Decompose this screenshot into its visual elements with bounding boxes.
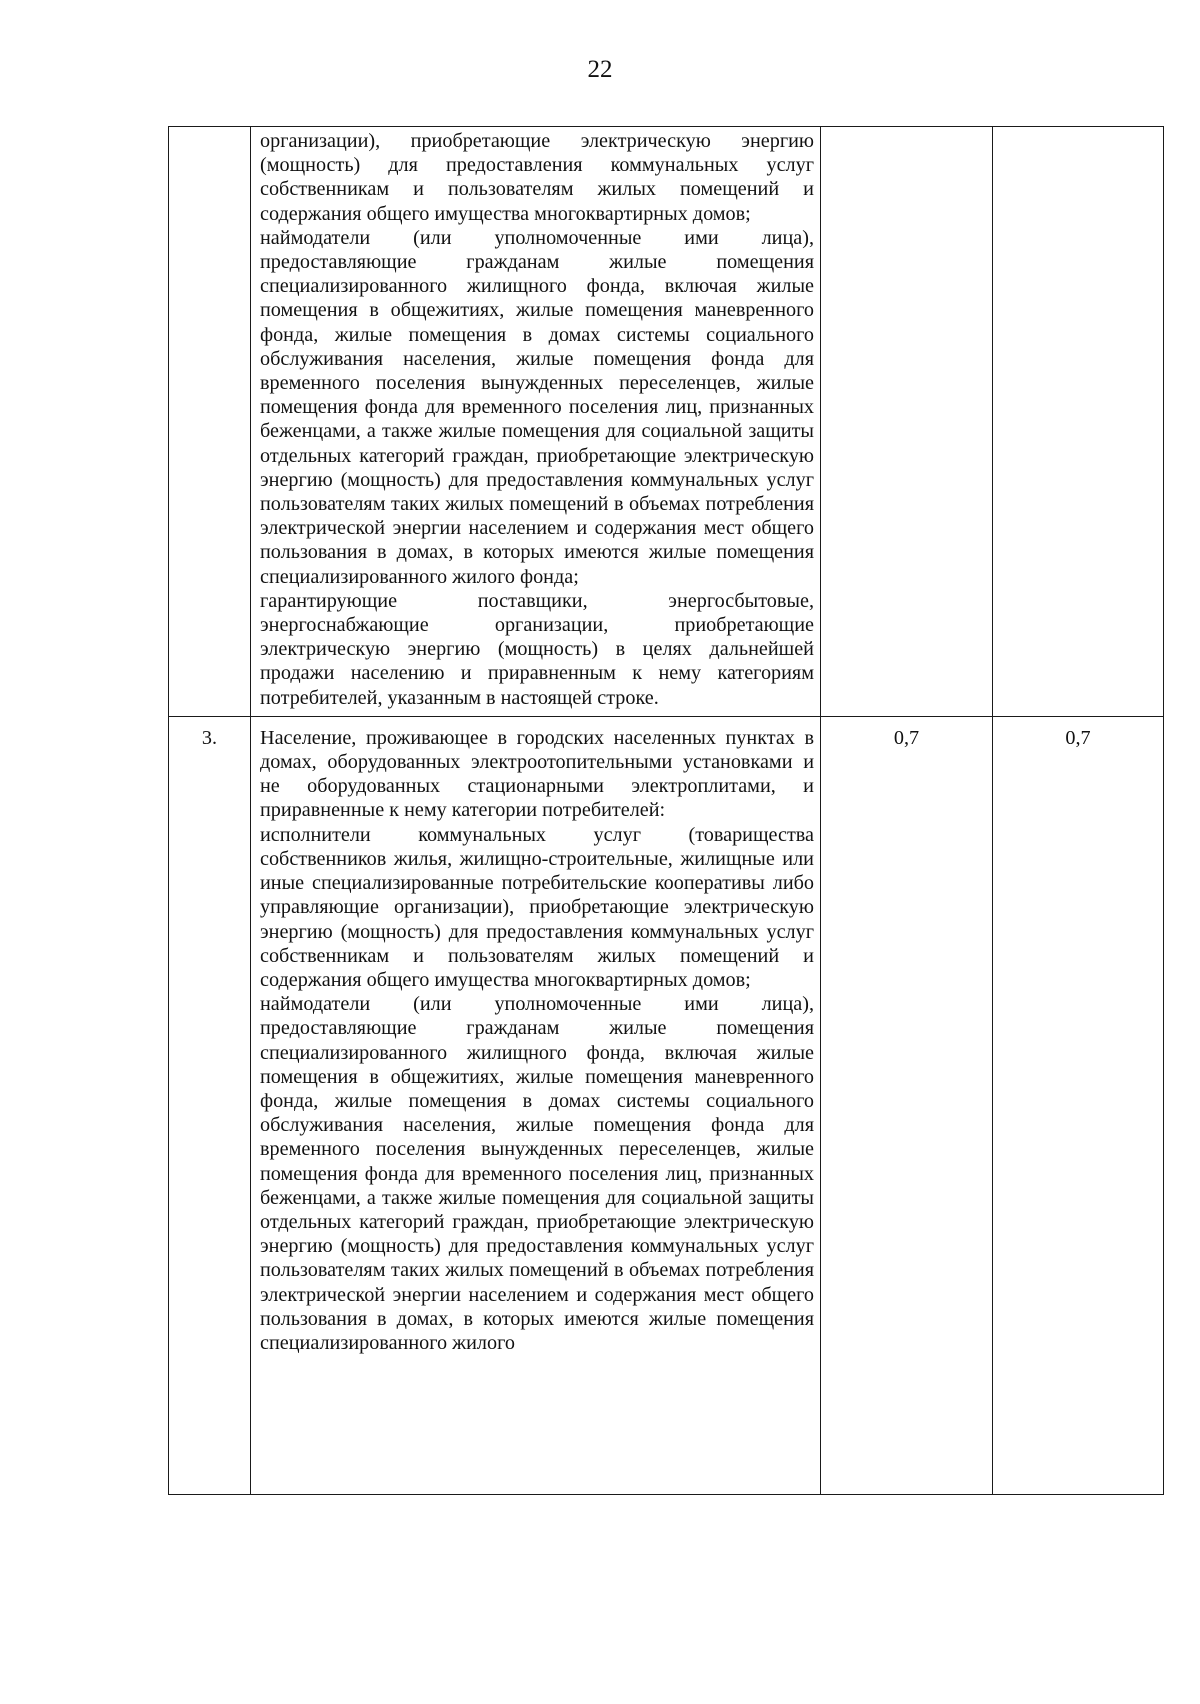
description-paragraph: исполнители коммунальных услуг (товарищества собственников жилья, жилищно-строительные, жилищные или иные специализированные потребительские кооперативы либо управляющие организации), приобретающие электрическую энергию (мощность) для предоставления коммунальных услуг собственникам и пользователям жилых помещений и содержания общего имущества многоквартирных домов;	[260, 823, 814, 991]
table-row	[169, 716, 1164, 1494]
description-cell	[251, 127, 821, 717]
description-paragraph: наймодатели (или уполномоченные ими лица), предоставляющие гражданам жилые помещения специализированного жилищного фонда, включая жилые помещения в общежитиях, жилые помещения маневренного фонда, жилые помещения в домах системы социального обслуживания населения, жилые помещения фонда для временного поселения вынужденных переселенцев, жилые помещения фонда для временного поселения лиц, признанных беженцами, а также жилые помещения для социальной защиты отдельных категорий граждан, приобретающие электрическую энергию (мощность) для предоставления коммунальных услуг пользователям таких жилых помещений в объемах потребления электрической энергии населением и содержания мест общего пользования в домах, в которых имеются жилые помещения специализированного жилого фонда;	[260, 226, 814, 588]
value-cell-2	[993, 716, 1164, 1494]
description-paragraph: гарантирующие поставщики, энергосбытовые, энергоснабжающие организации, приобретающие электрическую энергию (мощность) в целях дальнейшей продажи населению и приравненным к нему категориям потребителей, указанным в настоящей строке.	[260, 589, 814, 709]
description-paragraph: организации), приобретающие электрическую энергию (мощность) для предоставления коммунальных услуг собственникам и пользователям жилых помещений и содержания общего имущества многоквартирных домов;	[260, 130, 814, 225]
value-cell-2	[993, 127, 1164, 717]
description-paragraph: наймодатели (или уполномоченные ими лица), предоставляющие гражданам жилые помещения специализированного жилищного фонда, включая жилые помещения в общежитиях, жилые помещения маневренного фонда, жилые помещения в домах системы социального обслуживания населения, жилые помещения фонда для временного поселения вынужденных переселенцев, жилые помещения фонда для временного поселения лиц, признанных беженцами, а также жилые помещения для социальной защиты отдельных категорий граждан, приобретающие электрическую энергию (мощность) для предоставления коммунальных услуг пользователям таких жилых помещений в объемах потребления электрической энергии населением и содержания мест общего пользования в домах, в которых имеются жилые помещения специализированного жилого	[260, 993, 814, 1354]
row-number-cell	[169, 716, 251, 1494]
row-number-cell	[169, 127, 251, 717]
value-cell-1	[821, 716, 993, 1494]
table-row	[169, 127, 1164, 717]
tariff-table	[168, 126, 1164, 1495]
row-number: 3.	[201, 726, 218, 749]
value-2: 0,7	[1065, 726, 1091, 749]
value-1: 0,7	[893, 726, 920, 749]
description-cell	[251, 716, 821, 1494]
description-paragraph: Население, проживающее в городских населенных пунктах в домах, оборудованных электроотопительными установками и не оборудованных стационарными электроплитами, и приравненные к нему категории потребителей:	[260, 726, 814, 822]
page-number: 22	[587, 56, 613, 83]
value-cell-1	[821, 127, 993, 717]
